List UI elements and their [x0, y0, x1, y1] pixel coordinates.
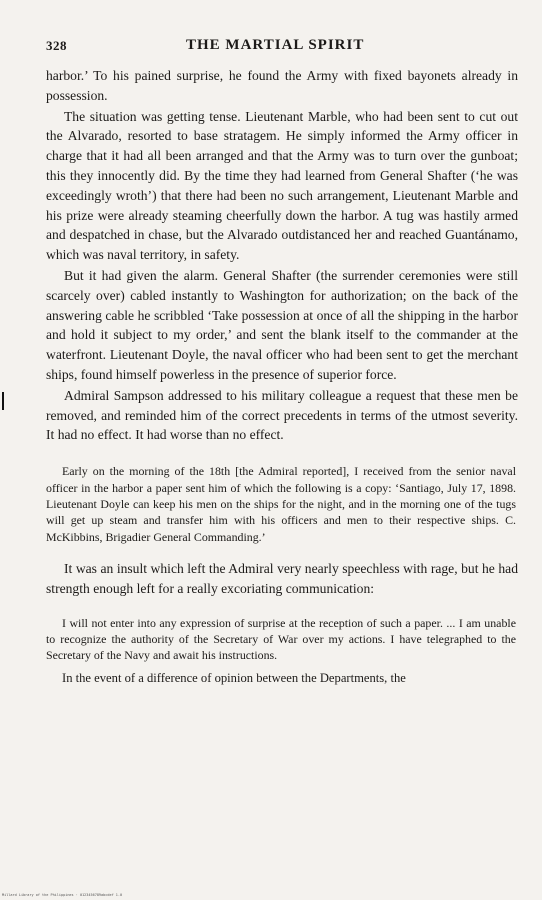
paragraph-sampson: Admiral Sampson addressed to his military colleague a request that these men be removed, and reminded him of the correct precedents in terms of the utmost severity. It had no effect. It had worse than no effect. [46, 387, 518, 443]
block-quote-communication: I will not enter into any expression of surprise at the reception of such a paper. ... I am unable to recognize the authority of the Secretary of War over my actions. I have telegraphed to the Secretary of the Navy and await his instructions. [46, 615, 516, 663]
margin-mark [2, 392, 4, 410]
page-number: 328 [46, 38, 67, 53]
body-text [46, 66, 518, 687]
block-quote-admiral-report: Early on the morning of the 18th [the Admiral reported], I received from the senior naval officer in the harbor a paper sent him of which the following is a copy: ‘Santiago, July 17, 1898. Lieutenant Doyle can keep his men on the ships for the night, and in the morning one of the tugs will get up steam and transfer him with his officers and men to their respective ships. C. McKibbins, Brigadier General Commanding.’ [46, 464, 516, 544]
running-title: THE MARTIAL SPIRIT [186, 37, 365, 53]
paragraph-situation: The situation was getting tense. Lieutenant Marble, who had been sent to cut out the Alvarado, resorted to base stratagem. He simply informed the Army officer in charge that it had all been arranged and that the Army was to turn over the gunboat; this they innocently did. By the time they had learned from General Shafter (‘he was exceedingly wroth’) that there had been no such arrangement, Lieutenant Marble and his prize were already steaming cheerfully down the harbor. A tug was hastily armed and despatched in chase, but the Alvarado outdistanced her and reached Guantánamo, which was naval territory, in safety. [46, 108, 518, 263]
paragraph-alarm: But it had given the alarm. General Shafter (the surrender ceremonies were still scarcely over) cabled instantly to Washington for authorization; on the back of the answering cable he scribbled ‘Take possession at once of all the shipping in the harbor and hold it subject to my order,’ and sent the blank itself to the commander at the waterfront. Lieutenant Doyle, the naval officer who had been sent to get the merchant ships, found himself powerless in the presence of superior force. [46, 267, 518, 382]
page-header [46, 38, 516, 58]
scan-footer: Millard Library of the Philippines · 0123456789abcdef 1.0 [2, 893, 123, 897]
paragraph-insult: It was an insult which left the Admiral very nearly speechless with rage, but he had strength enough left for a really excoriating communication: [46, 561, 518, 596]
paragraph-continued: harbor.’ To his pained surprise, he found the Army with fixed bayonets already in possession. [46, 68, 518, 103]
block-quote-continued: In the event of a difference of opinion between the Departments, the [62, 671, 406, 686]
